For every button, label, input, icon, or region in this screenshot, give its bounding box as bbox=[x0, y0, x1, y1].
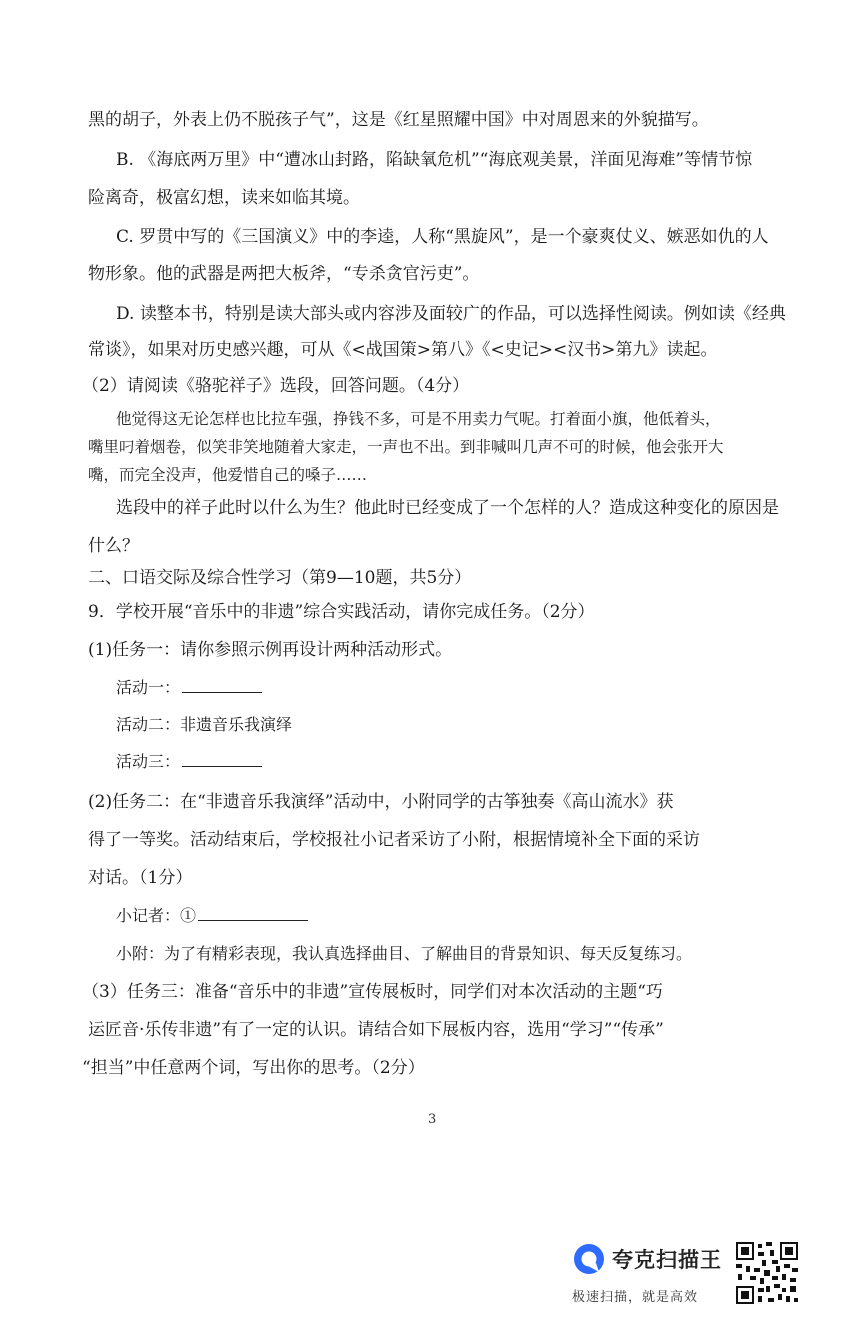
activity-1-blank[interactable] bbox=[182, 676, 262, 693]
quark-logo-icon bbox=[572, 1242, 606, 1276]
reporter-label: 小记者：① bbox=[116, 906, 197, 925]
passage-line-2: 嘴里叼着烟卷，似笑非笑地随着大家走，一声也不出。到非喊叫几声不可的时候，他会张开大 bbox=[88, 438, 724, 456]
activity-1-label: 活动一： bbox=[116, 678, 181, 697]
question-line-1: 选段中的祥子此时以什么为生？他此时已经变成了一个怎样的人？造成这种变化的原因是 bbox=[116, 498, 779, 518]
task-2-line-3: 对话。（1分） bbox=[88, 868, 193, 888]
qr-code-icon bbox=[734, 1240, 800, 1306]
option-b-line-1: B. 《海底两万里》中“遭冰山封路，陷缺氧危机”“海底观美景，洋面见海难”等情节惊 bbox=[116, 150, 753, 170]
question-2-heading: （2）请阅读《骆驼祥子》选段，回答问题。（4分） bbox=[82, 376, 470, 396]
watermark-title: 夸克扫描王 bbox=[612, 1248, 722, 1272]
activity-3-label: 活动三： bbox=[116, 752, 181, 771]
activity-2: 活动二：非遗音乐我演绎 bbox=[116, 715, 293, 734]
scanner-watermark bbox=[572, 1236, 812, 1316]
watermark-subtitle: 极速扫描，就是高效 bbox=[572, 1290, 699, 1305]
task-1: (1)任务一：请你参照示例再设计两种活动形式。 bbox=[88, 640, 453, 660]
option-d-line-1: D. 读整本书，特别是读大部头或内容涉及面较广的作品，可以选择性阅读。例如读《经典 bbox=[116, 304, 786, 324]
option-c-line-2: 物形象。他的武器是两把大板斧，“专杀贪官污吏”。 bbox=[88, 264, 480, 284]
task-2-line-1: (2)任务二：在“非遗音乐我演绎”活动中，小附同学的古筝独奏《高山流水》获 bbox=[88, 792, 674, 812]
activity-3 bbox=[116, 750, 816, 774]
task-3-line-2: 运匠音·乐传非遗”有了一定的认识。请结合如下展板内容，选用“学习”“传承” bbox=[88, 1020, 664, 1040]
activity-3-blank[interactable] bbox=[182, 750, 262, 767]
option-c-line-1: C. 罗贯中写的《三国演义》中的李逵，人称“黑旋风”，是一个豪爽仗义、嫉恶如仇的人 bbox=[116, 227, 769, 247]
passage-line-1: 他觉得这无论怎样也比拉车强，挣钱不多，可是不用卖力气呢。打着面小旗，他低着头， bbox=[116, 410, 721, 428]
question-line-2: 什么？ bbox=[88, 536, 139, 556]
reporter-line bbox=[116, 904, 816, 928]
task-3-line-1: （3）任务三：准备“音乐中的非遗”宣传展板时，同学们对本次活动的主题“巧 bbox=[82, 982, 663, 1002]
task-3-line-3: “担当”中任意两个词，写出你的思考。（2分） bbox=[82, 1058, 425, 1078]
xiaofu-line: 小附：为了有精彩表现，我认真选择曲目、了解曲目的背景知识、每天反复练习。 bbox=[116, 944, 693, 963]
task-2-line-2: 得了一等奖。活动结束后，学校报社小记者采访了小附，根据情境补全下面的采访 bbox=[88, 830, 700, 850]
activity-1 bbox=[116, 676, 816, 700]
option-b-line-2: 险离奇，极富幻想，读来如临其境。 bbox=[88, 188, 360, 208]
passage-line-3: 嘴，而完全没声，他爱惜自己的嗓子…… bbox=[88, 466, 368, 484]
section-2-heading: 二、口语交际及综合性学习（第9—10题，共5分） bbox=[88, 568, 472, 588]
text-line-1: 黑的胡子，外表上仍不脱孩子气”，这是《红星照耀中国》中对周恩来的外貌描写。 bbox=[88, 110, 709, 130]
question-9: 9．学校开展“音乐中的非遗”综合实践活动，请你完成任务。（2分） bbox=[88, 602, 595, 622]
reporter-blank[interactable] bbox=[198, 904, 308, 921]
option-d-line-2: 常谈》，如果对历史感兴趣，可从《<战国策>第八》《<史记><汉书>第九》读起。 bbox=[88, 340, 718, 360]
page-number: 3 bbox=[428, 1112, 437, 1127]
